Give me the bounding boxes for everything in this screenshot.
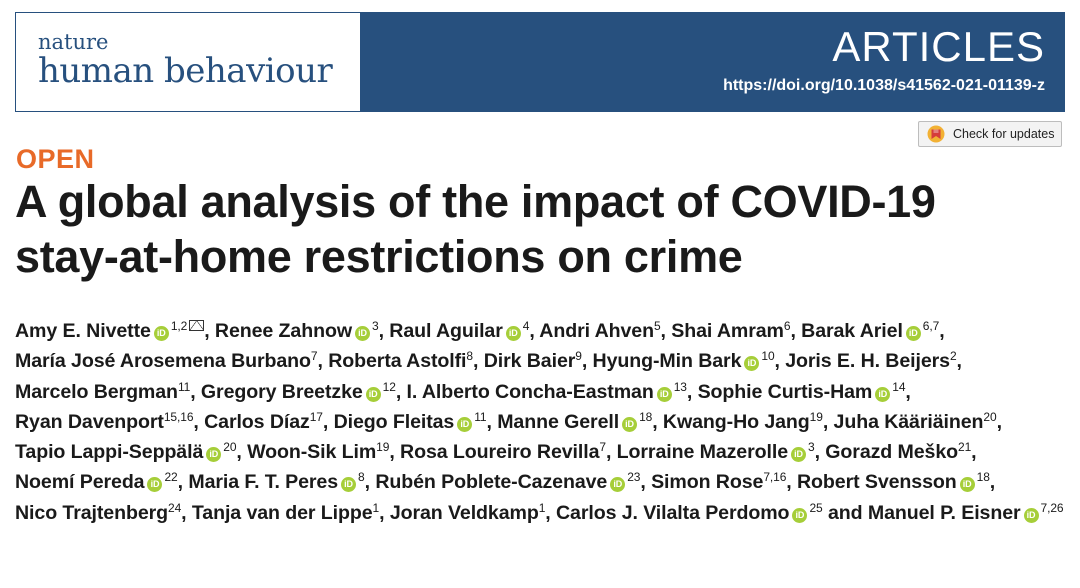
author[interactable] (834, 411, 997, 433)
author[interactable] (556, 502, 823, 524)
author[interactable] (15, 441, 236, 463)
author[interactable] (785, 350, 956, 372)
affiliation-number[interactable]: 1 (538, 500, 546, 515)
author[interactable] (15, 471, 178, 493)
orcid-icon[interactable]: iD (355, 326, 370, 341)
orcid-icon[interactable]: iD (506, 326, 521, 341)
affiliation-number[interactable]: 22 (164, 470, 178, 485)
author-name[interactable]: Rubén Poblete-Cazenave (375, 471, 608, 494)
affiliation-number[interactable]: 1 (372, 500, 380, 515)
author[interactable] (375, 471, 640, 493)
journal-logo[interactable] (16, 13, 360, 111)
author-name[interactable]: Sophie Curtis-Ham (697, 380, 873, 403)
author[interactable] (204, 411, 323, 433)
author-name[interactable]: Robert Svensson (796, 471, 957, 494)
orcid-icon[interactable]: iD (960, 477, 975, 492)
author-name[interactable]: Woon-Sik Lim (247, 441, 377, 464)
affiliation-number[interactable]: 2 (949, 349, 957, 364)
author-name[interactable]: Tapio Lappi-Seppälä (15, 441, 204, 464)
author-name[interactable]: Dirk Baier (483, 350, 576, 373)
affiliation-number[interactable]: 8 (466, 349, 473, 364)
author[interactable] (593, 350, 775, 372)
affiliation-number[interactable]: 18 (639, 409, 653, 424)
author-name[interactable]: Carlos J. Vilalta Perdomo (555, 501, 790, 524)
author[interactable] (698, 381, 906, 403)
author-name[interactable]: Diego Fleitas (333, 410, 455, 433)
author[interactable] (407, 381, 687, 403)
author-name[interactable]: Joran Veldkamp (389, 501, 539, 524)
affiliation-number[interactable]: 7 (310, 349, 318, 364)
article-title-line2: stay-at-home restrictions on crime (15, 231, 743, 282)
author-name[interactable]: Hyung-Min Bark (592, 350, 742, 373)
affiliation-number[interactable]: 7,16 (763, 470, 787, 485)
orcid-icon[interactable]: iD (744, 356, 759, 371)
affiliation-number[interactable]: 24 (168, 500, 182, 515)
author[interactable] (663, 411, 823, 433)
check-for-updates-button[interactable] (918, 121, 1062, 147)
author-name[interactable]: Manne Gerell (497, 410, 620, 433)
affiliation-number[interactable]: 6,7 (922, 319, 940, 333)
author-name[interactable]: Manuel P. Eisner (867, 501, 1021, 524)
author-name[interactable]: Lorraine Mazerolle (616, 441, 788, 464)
author[interactable] (400, 441, 606, 463)
article-title-line1: A global analysis of the impact of COVID-19 (15, 176, 936, 227)
author[interactable] (497, 411, 652, 433)
affiliation-number[interactable]: 7 (599, 440, 606, 455)
affiliation-number[interactable]: 19 (809, 409, 823, 424)
orcid-icon[interactable]: iD (154, 326, 169, 341)
author[interactable] (15, 502, 181, 524)
affiliation-number[interactable]: 14 (892, 379, 906, 394)
author-name[interactable]: Nico Trajtenberg (15, 501, 169, 524)
author[interactable] (801, 320, 939, 342)
author[interactable] (15, 320, 204, 342)
check-for-updates-label: Check for updates (953, 127, 1055, 141)
affiliation-number[interactable]: 3 (808, 440, 815, 455)
affiliation-number[interactable]: 3 (371, 319, 379, 333)
author[interactable] (651, 471, 786, 493)
affiliation-number[interactable]: 20 (223, 440, 237, 455)
affiliation-number[interactable]: 23 (627, 470, 641, 485)
author[interactable] (868, 502, 1064, 524)
orcid-icon[interactable]: iD (792, 508, 807, 523)
author[interactable] (188, 471, 364, 493)
author-name[interactable]: Roberta Astolfi (328, 350, 467, 373)
affiliation-number[interactable]: 10 (761, 349, 775, 364)
orcid-icon[interactable]: iD (147, 477, 162, 492)
author[interactable] (825, 441, 971, 463)
author-name[interactable]: Simon Rose (651, 471, 764, 494)
orcid-icon[interactable]: iD (657, 387, 672, 402)
author-name[interactable]: Tanja van der Lippe (191, 501, 373, 524)
affiliation-number[interactable]: 21 (958, 440, 972, 455)
article-title (15, 174, 1015, 284)
author-name[interactable]: Noemí Pereda (15, 471, 145, 494)
author-name[interactable]: Amy E. Nivette (15, 320, 151, 342)
author-name[interactable]: Gregory Breetzke (200, 380, 363, 403)
author[interactable] (484, 350, 582, 372)
affiliation-number[interactable]: 8 (358, 470, 365, 485)
author[interactable] (247, 441, 389, 463)
affiliation-number[interactable]: 19 (376, 440, 390, 455)
orcid-icon[interactable]: iD (457, 417, 472, 432)
author-name[interactable]: Juha Kääriäinen (833, 410, 984, 433)
orcid-icon[interactable]: iD (875, 387, 890, 402)
open-access-label: OPEN (16, 144, 95, 174)
author[interactable] (15, 350, 318, 372)
affiliation-number[interactable]: 9 (575, 349, 582, 364)
orcid-icon[interactable]: iD (622, 417, 637, 432)
author[interactable] (539, 320, 660, 342)
author-name[interactable]: Kwang-Ho Jang (662, 410, 810, 433)
affiliation-number[interactable]: 7,26 (1040, 500, 1064, 515)
author-separator-and: and (827, 501, 863, 524)
author[interactable] (671, 320, 790, 342)
journal-logo-line2: human behaviour (38, 51, 333, 91)
affiliation-number[interactable]: 25 (809, 500, 823, 515)
orcid-icon[interactable]: iD (341, 477, 356, 492)
author[interactable] (334, 411, 487, 433)
affiliation-number[interactable]: 12 (382, 379, 396, 394)
affiliation-number[interactable]: 18 (976, 470, 990, 485)
author-name[interactable]: Shai Amram (671, 320, 784, 342)
orcid-icon[interactable]: iD (366, 387, 381, 402)
affiliation-number[interactable]: 17 (309, 409, 323, 424)
author-name[interactable]: Maria F. T. Peres (188, 471, 339, 494)
affiliation-number[interactable]: 11 (474, 409, 487, 424)
author[interactable] (389, 320, 529, 342)
affiliation-number[interactable]: 6 (783, 319, 791, 333)
orcid-icon[interactable]: iD (206, 447, 221, 462)
author-name[interactable]: Ryan Davenport (15, 410, 164, 433)
author-name[interactable]: Joris E. H. Beijers (785, 350, 950, 373)
orcid-icon[interactable]: iD (610, 477, 625, 492)
author-name[interactable]: María José Arosemena Burbano (15, 350, 311, 373)
journal-banner (15, 12, 1065, 112)
journal-logo-line1: nature (38, 30, 109, 54)
author-list: Amy E. Nivette iD $^{1,2}$ , Renee Zahnow iD $^3$, Raul Aguilar iD $^4$, Andri Ahven$^5$, Shai Amram$^6$, Barak Ariel iD $^{6,7}$, María José Arosemena Burbano$^7$, Roberta Astolfi$^8$, Dirk Baier$^9$, Hyung-Min Bark iD $^{10}$, Joris E. H. Beijers$^2$, Marcelo Bergman$^{11}$, Gregory Breetzke iD $^{12}$, I. Alberto Concha-Eastman iD $^{13}$, Sophie Curtis-Ham iD $^{14}$, Ryan Davenport$^{15,16}$, Carlos Díaz$^{17}$, Diego Fleitas iD $^{11}$, Manne Gerell iD $^{18}$, Kwang-Ho Jang$^{19}$, Juha Kääriäinen$^{20}$, Tapio Lappi-Seppälä iD $^{20}$, Woon-Sik Lim$^{19}$, Rosa Loureiro Revilla$^7$, Lorraine Mazerolle iD $^3$, Gorazd Meško$^{21}$, Noemí Pereda iD $^{22}$, Maria F. T. Peres iD $^8$, Rubén Poblete-Cazenave iD $^{23}$, Simon Rose$^{7,16}$, Robert Svensson iD $^{18}$, Nico Trajtenberg$^{24}$, Tanja van der Lippe$^1$, Joran Veldkamp$^1$, Carlos J. Vilalta Perdomo iD $^{25}$ and Manuel P. Eisner iD $^{7,26}$ (15, 319, 1064, 524)
affiliation-number[interactable]: 15,16 (163, 409, 194, 424)
envelope-icon[interactable] (189, 320, 204, 331)
doi-link[interactable]: https://doi.org/10.1038/s41562-021-01139-z (723, 77, 1045, 94)
affiliation-number[interactable]: 20 (983, 409, 997, 424)
author[interactable] (797, 471, 990, 493)
section-label: ARTICLES (832, 23, 1045, 70)
author-name[interactable]: Raul Aguilar (389, 320, 503, 342)
author[interactable] (328, 350, 473, 372)
author[interactable] (390, 502, 545, 524)
author[interactable] (192, 502, 379, 524)
author[interactable] (15, 411, 193, 433)
orcid-icon[interactable]: iD (906, 326, 921, 341)
crossmark-icon (927, 125, 945, 143)
author-name[interactable]: Gorazd Meško (825, 441, 959, 464)
author[interactable] (15, 381, 190, 403)
author-name[interactable]: Andri Ahven (539, 320, 654, 342)
author-name[interactable]: Rosa Loureiro Revilla (400, 441, 600, 464)
orcid-icon[interactable]: iD (791, 447, 806, 462)
affiliation-number[interactable]: 4 (522, 319, 530, 333)
author-name[interactable]: Marcelo Bergman (15, 380, 178, 403)
affiliation-number[interactable]: 5 (653, 319, 661, 333)
author-name[interactable]: I. Alberto Concha-Eastman (406, 380, 654, 403)
affiliation-number[interactable]: 13 (673, 379, 687, 394)
affiliation-number[interactable]: 11 (177, 379, 191, 394)
affiliation-number[interactable]: 1,2 (170, 319, 188, 333)
author[interactable] (215, 320, 379, 342)
author-name[interactable]: Carlos Díaz (204, 410, 310, 433)
author-name[interactable]: Barak Ariel (801, 320, 903, 342)
author[interactable] (201, 381, 396, 403)
author[interactable] (617, 441, 815, 463)
author-name[interactable]: Renee Zahnow (214, 320, 352, 342)
orcid-icon[interactable]: iD (1024, 508, 1039, 523)
